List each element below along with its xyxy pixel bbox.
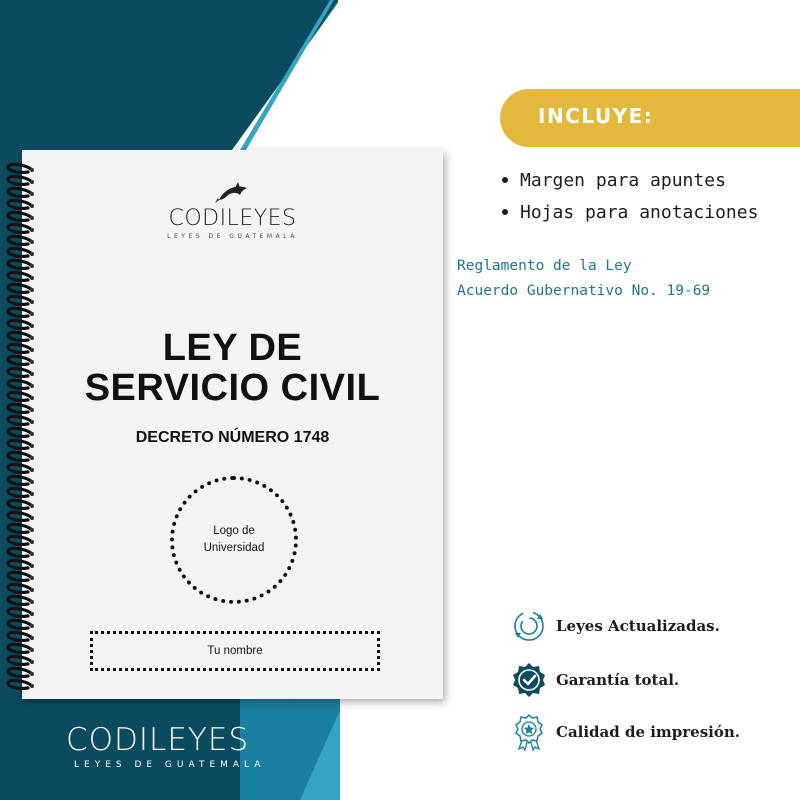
book-decree: DECRETO NÚMERO 1748 [135, 429, 330, 446]
reglamento-line1: Reglamento de la Ley [457, 258, 632, 274]
book-title [22, 328, 443, 408]
footer-brand-name: CODILEYES [66, 722, 250, 758]
includes-item: Margen para apuntes [500, 165, 758, 197]
reglamento-text [457, 254, 710, 304]
reglamento-line2: Acuerdo Gubernativo No. 19-69 [457, 283, 711, 299]
book-title-line2: SERVICIO CIVIL [84, 367, 381, 409]
includes-banner [500, 89, 800, 147]
name-placeholder-text: Tu nombre [207, 645, 263, 657]
check-badge-icon [510, 661, 548, 699]
logo-placeholder-line2: Universidad [203, 542, 265, 554]
refresh-icon [510, 607, 548, 645]
includes-heading: INCLUYE: [538, 104, 654, 128]
footer-brand-subtitle: LEYES DE GUATEMALA [74, 760, 266, 770]
book-title-line1: LEY DE [162, 327, 303, 369]
includes-item: Hojas para anotaciones [500, 197, 758, 229]
notebook-cover [22, 150, 443, 699]
book-brand-name: CODILEYES [168, 206, 297, 231]
spiral-binding-icon [2, 162, 42, 692]
bullet-icon [502, 209, 508, 215]
university-logo-placeholder [170, 476, 298, 604]
award-ribbon-icon [510, 713, 548, 751]
includes-list [500, 165, 758, 229]
logo-placeholder-line1: Logo de [213, 525, 255, 537]
feature-print-quality [510, 712, 740, 752]
feature-label: Leyes Actualizadas. [556, 617, 720, 635]
book-brand-subtitle: LEYES DE GUATEMALA [167, 233, 298, 240]
name-placeholder-box [90, 631, 380, 671]
feature-guarantee [510, 660, 679, 700]
feature-label: Garantía total. [556, 671, 680, 689]
feature-updated-laws [510, 606, 720, 646]
bullet-icon [502, 177, 508, 183]
feature-label: Calidad de impresión. [556, 723, 741, 741]
